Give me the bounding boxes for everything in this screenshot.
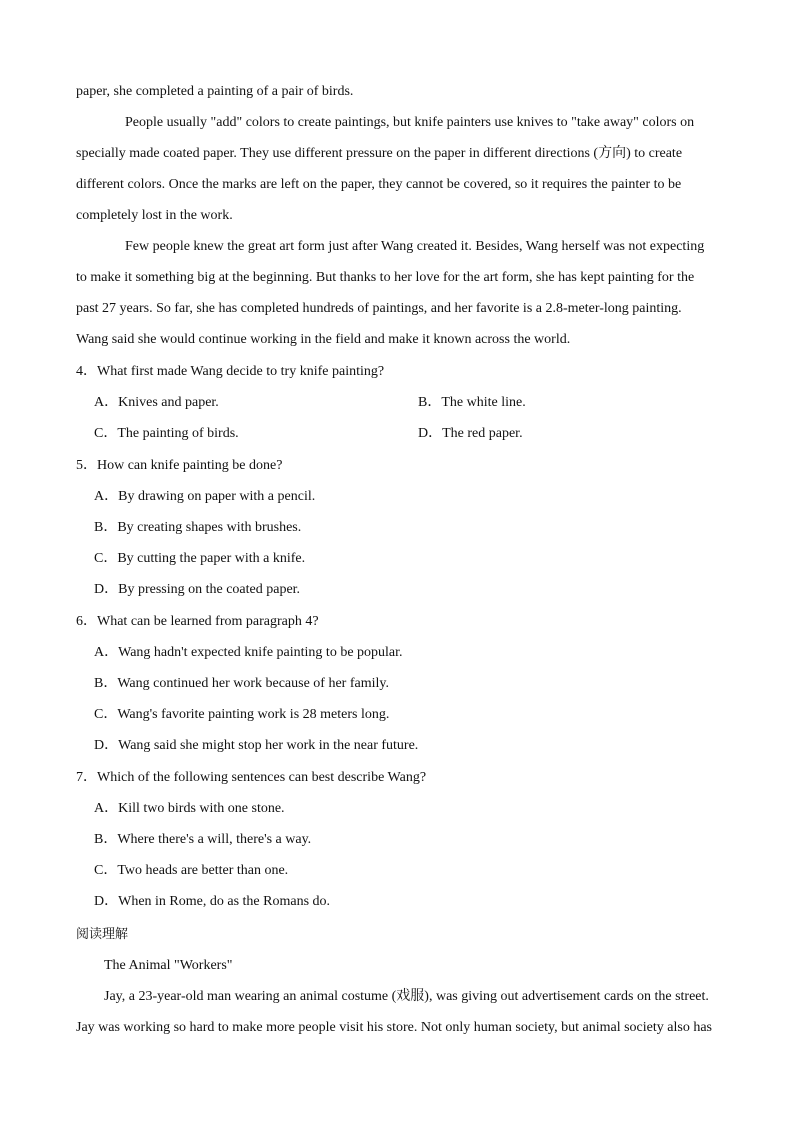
question-option: B．By creating shapes with brushes. (94, 520, 302, 535)
passage-line: different colors. Once the marks are left on the paper, they cannot be covered, so it requires the painter to be (76, 177, 682, 192)
question-option: B．Wang continued her work because of her family. (94, 676, 389, 691)
section-heading: 阅读理解 (76, 927, 129, 942)
question-option: C．By cutting the paper with a knife. (94, 551, 306, 566)
passage-line: Jay, a 23-year-old man wearing an animal costume (戏服), was giving out advertisement cards on the street. (104, 989, 709, 1004)
question-stem: 5．How can knife painting be done? (76, 458, 283, 473)
passage-line: to make it something big at the beginning. But thanks to her love for the art form, she has kept painting for the (76, 270, 695, 285)
question-stem: 7．Which of the following sentences can best describe Wang? (76, 770, 427, 785)
passage-line: People usually "add" colors to create paintings, but knife painters use knives to "take away" colors on (125, 115, 695, 130)
question-option: A．By drawing on paper with a pencil. (94, 489, 316, 504)
passage-line: Wang said she would continue working in the field and make it known across the world. (76, 332, 571, 347)
passage-line: paper, she completed a painting of a pair of birds. (76, 84, 354, 99)
passage-title: The Animal "Workers" (104, 958, 233, 973)
question-option: D．The red paper. (418, 426, 523, 441)
question-stem: 4．What first made Wang decide to try knife painting? (76, 364, 385, 379)
question-option: A．Kill two birds with one stone. (94, 801, 285, 816)
question-option: D．Wang said she might stop her work in the near future. (94, 738, 419, 753)
question-option: D．By pressing on the coated paper. (94, 582, 301, 597)
passage-line: completely lost in the work. (76, 208, 233, 223)
question-stem: 6．What can be learned from paragraph 4? (76, 614, 319, 629)
passage-line: Few people knew the great art form just after Wang created it. Besides, Wang herself was not expecting (125, 239, 705, 254)
question-option: C．Two heads are better than one. (94, 863, 289, 878)
question-option: C．The painting of birds. (94, 426, 239, 441)
question-option: B．Where there's a will, there's a way. (94, 832, 312, 847)
passage-line: Jay was working so hard to make more people visit his store. Not only human society, but animal society also has (76, 1020, 712, 1035)
passage-line: past 27 years. So far, she has completed hundreds of paintings, and her favorite is a 2.8-meter-long painting. (76, 301, 682, 316)
question-option: B．The white line. (418, 395, 526, 410)
question-option: D．When in Rome, do as the Romans do. (94, 894, 331, 909)
question-option: A．Wang hadn't expected knife painting to be popular. (94, 645, 403, 660)
question-option: A．Knives and paper. (94, 395, 219, 410)
question-option: C．Wang's favorite painting work is 28 meters long. (94, 707, 390, 722)
passage-line: specially made coated paper. They use different pressure on the paper in different directions (方向) to create (76, 146, 683, 161)
